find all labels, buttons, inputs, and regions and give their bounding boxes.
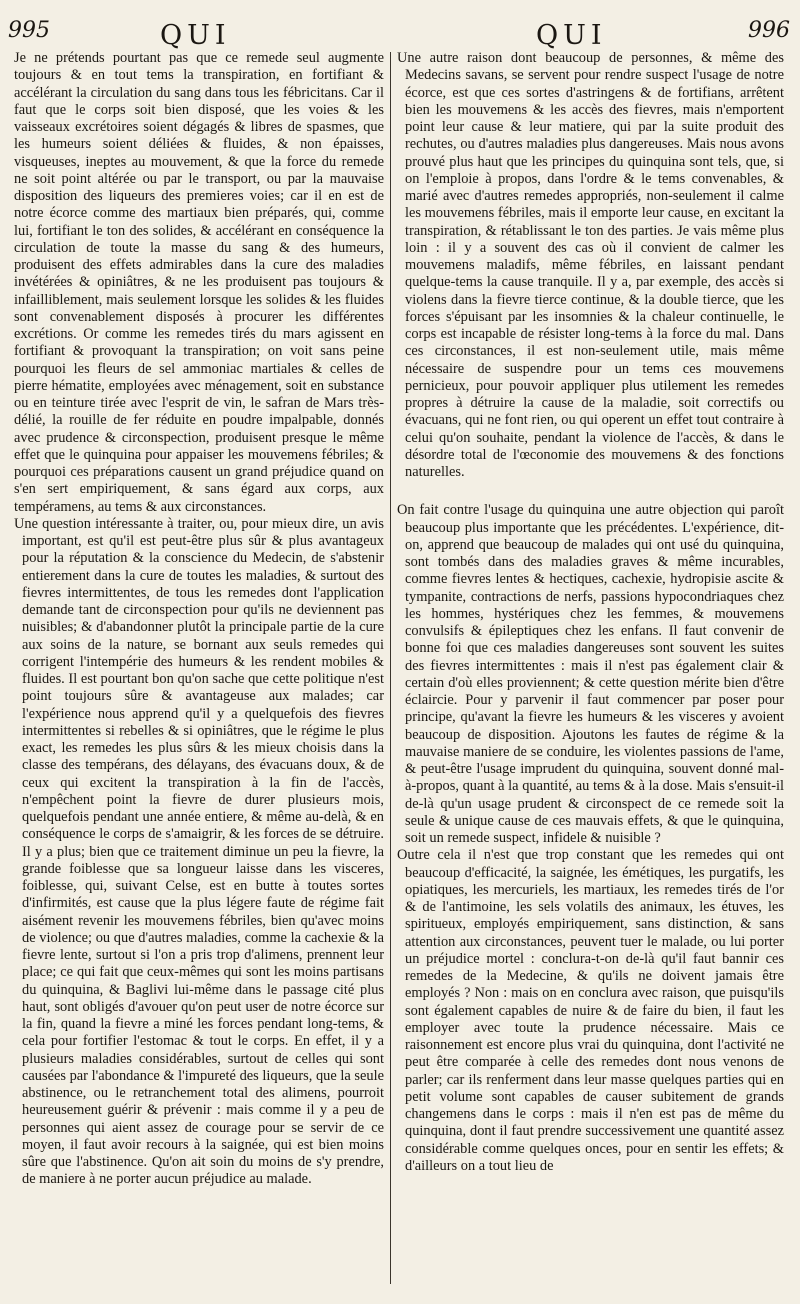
left-text-column <box>14 50 384 1290</box>
left-running-headword: QUI <box>160 20 231 51</box>
left-paragraph-2: Une question intéressante à traiter, ou, pour mieux dire, un avis important, est qu'il est peut-être plus sûr & plus avantageux pour la réputation & la conscience du Medecin, de s'abstenir entierement dans la cure de toutes les maladies, & surtout des fievres intermittentes, de tous les remedes dont l'application demande tant de circonspection pour qu'ils ne deviennent pas nuisibles; & d'abandonner plutôt la principale partie de la cure aux soins de la nature, se bornant aux seuls remedes qui corrigent l'intempérie des humeurs & les rendent mobiles & fluides. Il est pourtant bon qu'on sache que cette politique n'est point toujours sûre & avantageuse aux malades; car l'expérience nous apprend qu'il y a quelquefois des fievres intermittentes si rebelles & si opiniâtres, que le régime le plus exact, les remedes les plus sûrs & les mieux choisis dans la classe des tempérans, des délayans, des évacuans doux, & de ceux qui excitent la transpiration à la fin de l'accès, n'empêchent point la fievre de durer plusieurs mois, quelquefois pendant une année entiere, & même au-delà, & en conséquence le corps de s'amaigrir, & les forces de se détruire. Il y a plus; bien que ce traitement diminue un peu la fievre, la grande foiblesse que sa longueur laisse dans les visceres, foiblesse, qui, suivant Celse, est en butte à toutes sortes d'infirmités, est cause que la plus légere faute de régime fait aisément revenir les mouvemens fébriles, bien qu'avec moins de violence; ou que d'autres maladies, comme la cachexie & la fievre lente, surtout si l'on a pris trop d'alimens, prennent leur place; ce qui fait que ceux-mêmes qui sont les moins partisans du quinquina, & Baglivi lui-même dans le passage cité plus haut, sont obligés d'avouer qu'on peut user de notre écorce sur la fin, quand la fievre a miné les forces pendant long-tems, & cela pour fortifier l'estomac & tout le corps. En effet, il y a plusieurs maladies considérables, surtout de celles qui sont causées par l'abondance & l'impureté des liqueurs, que la seule abstinence, ou le retranchement total des alimens, pourroit heureusement guérir & prévenir : mais comme il y a peu de personnes qui aient assez de courage pour se servir de ce moyen, il faut avoir recours à la saignée, qui est bien moins sûre que l'abstinence. Qu'on ait soin du moins de s'y prendre, de maniere à ne porter aucun préjudice au malade. <box>14 515 384 1188</box>
right-paragraph-2: On fait contre l'usage du quinquina une autre objection qui paroît beaucoup plus importante que les précédentes. L'expérience, dit-on, apprend que beaucoup de malades qui ont usé du quinquina, sont tombés dans des maladies graves & même incurables, comme fievres lentes & hectiques, cachexie, hydropisie ascite & tympanite, contractions de nerfs, passions hypocondriaques chez les hommes, hystériques chez les femmes, & mouvemens convulsifs & épileptiques chez les enfans. Il faut convenir de bonne foi que ces maladies dangereuses sont souvent les suites des fievres intermittentes : mais il n'est pas également clair & certain d'où elles proviennent; & cette question mérite bien d'être éclaircie. Pour y parvenir il faut commencer par poser pour principe, qu'avant la fievre les humeurs & les visceres y avoient beaucoup de disposition. Ajoutons les fautes de régime & la mauvaise maniere de se conduire, les violentes passions de l'ame, & peut-être l'usage imprudent du quinquina, souvent donné mal-à-propos, quant à la quantité, au tems & à la dose. Mais s'ensuit-il de-là qu'un usage prudent & circonspect de ce remede soit la seule & unique cause de ces mauvais effets, & que le quinquina, soit un remede suspect, infidele & nuisible ? <box>397 502 784 846</box>
right-text-column <box>397 50 784 1290</box>
page-header <box>0 10 800 50</box>
right-paragraph-3: Outre cela il n'est que trop constant que les remedes qui ont beaucoup d'efficacité, la saignée, les émétiques, les purgatifs, les opiatiques, les mercuriels, les martiaux, les remedes tirés de l'or & de l'antimoine, les sels volatils des animaux, les étuves, les spiritueux, employés empiriquement, sans distinction, & sans attention aux circonstances, peuvent tuer le malade, ou lui porter un préjudice mortel : conclura-t-on de-là qu'il faut bannir ces remedes de la Medecine, & qu'ils ne doivent jamais être employés ? Non : mais on en conclura avec raison, que puisqu'ils sont également capables de nuire & de faire du bien, il faut les employer avec toute la prudence nécessaire. Mais ce raisonnement est encore plus vrai du quinquina, dont l'activité ne peut être comparée à celle des remedes dont nous venons de parler; car ils renferment dans leur masse quelques parties qui en petit volume sont capables de causer subitement de grands changemens dans le corps : mais il n'en est pas de même du quinquina, dont il faut prendre successivement une quantité assez considérable comme quelques onces, pour en sentir les effets; & d'ailleurs on a tout lieu de <box>397 847 784 1174</box>
column-divider <box>390 52 391 1284</box>
left-page-number: 995 <box>8 18 50 43</box>
right-paragraph-1: Une autre raison dont beaucoup de personnes, & même des Medecins savans, se servent pour rendre suspect l'usage de notre écorce, est que ces sortes d'astringens & de fortifians, arrêtent bien les mouvemens & les accès des fievres, mais n'emportent point leur cause & leur matiere, qui par la suite produit des rechutes, ou d'autres maladies plus dangereuses. Mais nous avons prouvé plus haut que les principes du quinquina sont tels, que, si on l'emploie à propos, dans l'ordre & le tems convenables, & marié avec d'autres remedes appropriés, non-seulement il calme les mouvemens fébriles, mais il emporte leur cause, en excitant la transpiration, & rétablissant le ton des parties. Je vais même plus loin : il y a souvent des cas où il convient de calmer les mouvemens maladifs, même fébriles, en laissant pendant quelque-tems la cause tranquile. Il y a, par exemple, des accès si violens dans la fievre tierce continue, & la double tierce, que les forces s'épuisant par les insomnies & la chaleur continuelle, le corps est incapable de résister long-tems à la force du mal. Dans ces circonstances, il est non-seulement utile, mais même nécessaire de suspendre pour un tems ces mouvemens pernicieux, pour pouvoir appliquer plus utilement les remedes propres à détruire la cause de la maladie, soit correctifs ou évacuans, qui ne font rien, ou qui operent un effet tout contraire à celui qu'on souhaite, pendant la violence de l'accès, & dans le désordre total de l'œconomie des mouvemens & des fonctions naturelles. <box>397 50 784 480</box>
right-running-headword: QUI <box>536 20 607 51</box>
left-paragraph-1: Je ne prétends pourtant pas que ce remede seul augmente toujours & en tout tems la transpiration, en fortifiant & accélérant la circulation du sang dans tous les fébricitans. Car il faut que le corps soit bien disposé, que les voies & les vaisseaux excrétoires soient dégagés & libres de spasmes, que les humeurs soient déliées & fluides, & non épaisses, visqueuses, ineptes au mouvement, & que la force du remede ne soit point altérée ou par le transport, ou par la mauvaise disposition des liqueurs des premieres voies; car il en est de notre écorce comme des martiaux bien préparés, qui, comme lui, fortifiant le ton des solides, & accélérant en conséquence la circulation de toute la masse du sang & des humeurs, produisent des effets admirables dans la cure des maladies invétérées & opiniâtres, & ne les produisent pas toujours & infailliblement, mais seulement lorsque les solides & les fluides sont convenablement disposés à procurer les différentes excrétions. Or comme les remedes tirés du mars agissent en fortifiant & provoquant la transpiration; on voit sans peine pourquoi les fleurs de sel ammoniac martiales & celles de pierre hématite, employées avec ménagement, soit en substance ou en teinture tirée avec l'esprit de vin, le safran de Mars très-délié, la rouille de fer réduite en poudre impalpable, donnés avec prudence & circonspection, produisent presque le même effet que le quinquina pour appaiser les mouvemens fébriles; & pourquoi ces préparations causent un grand préjudice quand on s'en sert empiriquement, & sans égard aux corps, aux tempéramens, au tems & aux circonstances. <box>14 50 384 515</box>
right-page-number: 996 <box>748 18 790 43</box>
